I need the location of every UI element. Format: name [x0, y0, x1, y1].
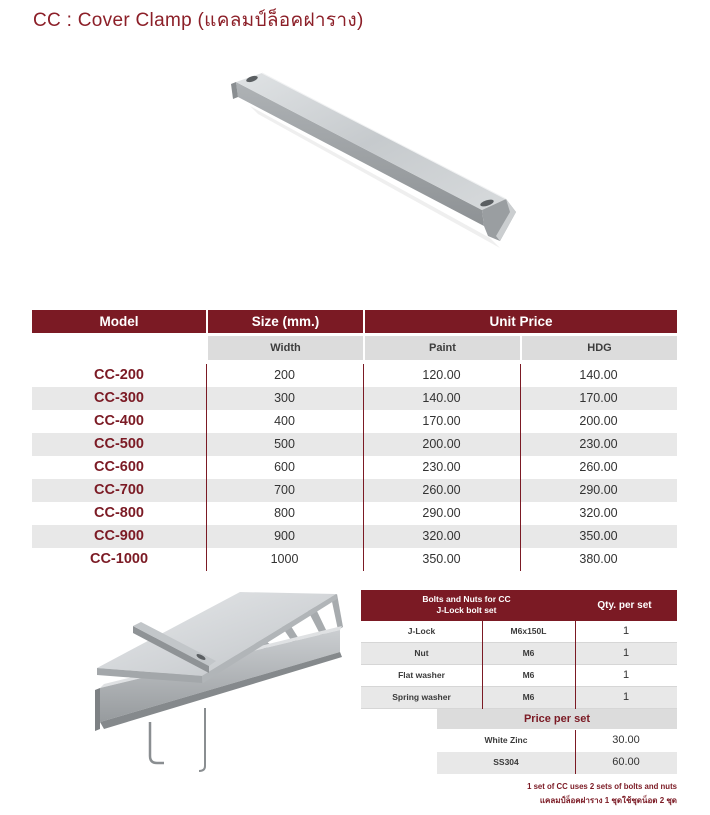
finish-price: 30.00 — [612, 734, 640, 746]
table-row — [32, 456, 677, 479]
header-size: Size (mm.) — [208, 310, 363, 333]
paint-price-cell: 140.00 — [422, 391, 461, 405]
width-cell: 300 — [274, 391, 295, 405]
table-row — [32, 525, 677, 548]
bolt-row — [361, 621, 677, 643]
bolt-set-title-line2: J-Lock bolt set — [436, 605, 497, 615]
paint-price-cell: 290.00 — [422, 506, 461, 520]
paint-price-cell: 320.00 — [422, 529, 461, 543]
paint-price-cell: 120.00 — [422, 368, 461, 382]
table-row — [32, 410, 677, 433]
bolt-qty: 1 — [622, 691, 630, 703]
model-cell: CC-200 — [94, 367, 144, 383]
bolt-row — [361, 643, 677, 665]
hdg-price-cell: 290.00 — [579, 483, 618, 497]
hanger-hardware — [150, 708, 205, 771]
hdg-price-cell: 230.00 — [579, 437, 618, 451]
bolt-spec: M6 — [522, 692, 535, 702]
model-cell: CC-800 — [94, 505, 144, 521]
width-cell: 400 — [274, 414, 295, 428]
table-row — [32, 502, 677, 525]
page-title: CC : Cover Clamp (แคลมป์ล็อคฝาราง) — [33, 10, 364, 31]
header-model: Model — [32, 310, 206, 333]
price-row — [437, 730, 677, 752]
width-cell: 700 — [274, 483, 295, 497]
bolt-row — [361, 665, 677, 687]
bolt-row — [361, 687, 677, 709]
finish-label: White Zinc — [484, 735, 528, 745]
bolt-qty: 1 — [622, 669, 630, 681]
note-thai: แคลมป์ล็อคฝาราง 1 ชุดใช้ชุดน็อต 2 ชุด — [539, 796, 677, 805]
hdg-price-cell: 320.00 — [579, 506, 618, 520]
note-english: 1 set of CC uses 2 sets of bolts and nuts — [527, 782, 677, 791]
width-cell: 800 — [274, 506, 295, 520]
j-lock-bolt — [150, 722, 164, 763]
bolt-spec: M6 — [522, 670, 535, 680]
paint-price-cell: 260.00 — [422, 483, 461, 497]
subheader-paint: Paint — [365, 336, 520, 360]
model-cell: CC-600 — [94, 459, 144, 475]
bolt-spec: M6 — [522, 648, 535, 658]
table-row — [32, 433, 677, 456]
bolt-set-header — [361, 590, 677, 621]
model-cell: CC-400 — [94, 413, 144, 429]
hdg-price-cell: 170.00 — [579, 391, 618, 405]
bolt-item: J-Lock — [407, 626, 436, 636]
table-row — [32, 479, 677, 502]
table-row — [32, 364, 677, 387]
width-cell: 1000 — [270, 552, 299, 566]
column-divider — [482, 621, 483, 709]
bolt-qty: 1 — [622, 625, 630, 637]
hdg-price-cell: 200.00 — [579, 414, 618, 428]
bolt-item: Flat washer — [398, 670, 445, 680]
hdg-price-cell: 260.00 — [579, 460, 618, 474]
column-divider — [363, 364, 364, 571]
bolt-item: Spring washer — [392, 692, 451, 702]
column-divider — [575, 730, 576, 774]
width-cell: 900 — [274, 529, 295, 543]
bolt-set-title — [361, 594, 572, 616]
width-cell: 500 — [274, 437, 295, 451]
subheader-width: Width — [208, 336, 363, 360]
hdg-price-cell: 380.00 — [579, 552, 618, 566]
rail-end-profile — [95, 688, 100, 731]
paint-price-cell: 350.00 — [422, 552, 461, 566]
paint-price-cell: 230.00 — [422, 460, 461, 474]
cable-tray-installation-photo — [90, 585, 345, 777]
column-divider — [206, 364, 207, 571]
hdg-price-cell: 140.00 — [579, 368, 618, 382]
subheader-hdg: HDG — [522, 336, 677, 360]
bolt-qty: 1 — [622, 647, 630, 659]
model-cell: CC-500 — [94, 436, 144, 452]
paint-price-cell: 200.00 — [422, 437, 461, 451]
header-unit-price: Unit Price — [365, 310, 677, 333]
model-cell: CC-700 — [94, 482, 144, 498]
finish-label: SS304 — [493, 757, 519, 767]
paint-price-cell: 170.00 — [422, 414, 461, 428]
rod-hook — [199, 766, 205, 771]
bolt-spec: M6x150L — [510, 626, 547, 636]
clamp-side-face — [236, 82, 484, 226]
hdg-price-cell: 350.00 — [579, 529, 618, 543]
clamp-top-face — [236, 73, 506, 210]
qty-header: Qty. per set — [597, 600, 652, 611]
table-row — [32, 548, 677, 571]
width-cell: 600 — [274, 460, 295, 474]
width-cell: 200 — [274, 368, 295, 382]
cover-clamp-photo — [220, 60, 530, 255]
finish-price: 60.00 — [612, 756, 640, 768]
price-per-set-header: Price per set — [437, 709, 677, 729]
model-cell: CC-1000 — [89, 551, 149, 567]
bolt-item: Nut — [414, 648, 429, 658]
column-divider — [520, 364, 521, 571]
price-row — [437, 752, 677, 774]
bolt-set-title-line1: Bolts and Nuts for CC — [422, 594, 511, 604]
table-row — [32, 387, 677, 410]
model-cell: CC-900 — [94, 528, 144, 544]
model-cell: CC-300 — [94, 390, 144, 406]
column-divider — [575, 621, 576, 709]
